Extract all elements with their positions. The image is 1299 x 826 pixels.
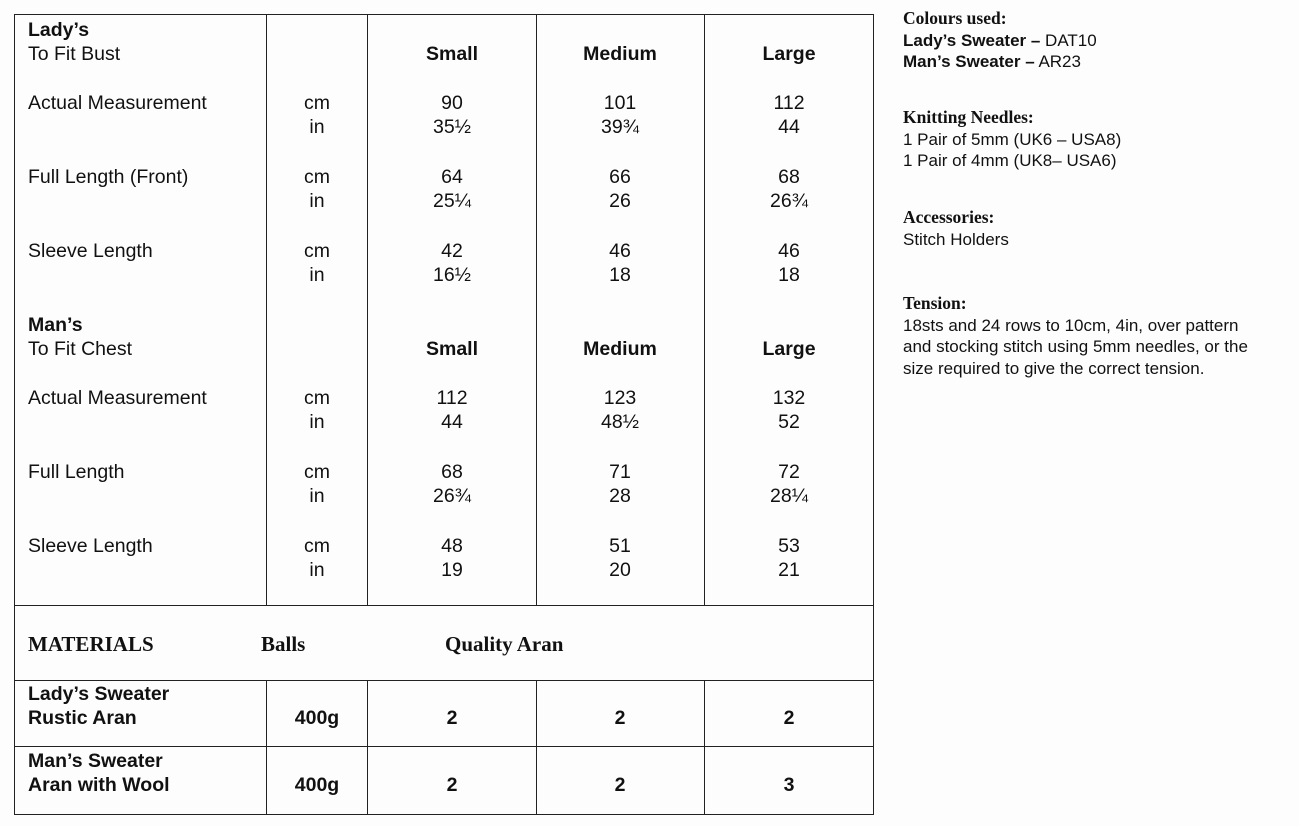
unit-in: in [309, 485, 325, 507]
man-sleeve-in-large: 21 [778, 559, 800, 581]
tension-line: 18sts and 24 rows to 10cm, 4in, over pattern [903, 315, 1239, 335]
material-balls-small: 2 [446, 774, 458, 796]
lady-length-in-small: 25¼ [433, 190, 471, 212]
unit-cm: cm [304, 240, 330, 262]
man-section-title: Man’s [28, 314, 83, 336]
unit-cm: cm [304, 92, 330, 114]
lady-size-header-small: Small [425, 43, 479, 65]
unit-cm: cm [304, 387, 330, 409]
unit-in: in [309, 264, 325, 286]
needles-line: 1 Pair of 4mm (UK8– USA6) [903, 151, 1117, 170]
accessories-section [903, 207, 1293, 250]
man-sleeve-cm-small: 48 [441, 535, 463, 557]
material-balls-large: 2 [783, 707, 795, 729]
material-balls-medium: 2 [614, 774, 626, 796]
lady-size-header-medium: Medium [583, 43, 657, 65]
column-divider [704, 680, 705, 815]
material-name: Lady’s Sweater [28, 683, 170, 705]
lady-size-header-large: Large [762, 43, 816, 65]
needles-line: 1 Pair of 5mm (UK6 – USA8) [903, 129, 1122, 149]
column-divider [536, 680, 537, 815]
lady-fit-label: To Fit Bust [28, 43, 121, 65]
material-weight: 400g [294, 707, 340, 729]
material-name: Man’s Sweater [28, 750, 163, 772]
colour-item [903, 30, 1293, 52]
materials-balls-label: Balls [261, 632, 306, 656]
unit-in: in [309, 411, 325, 433]
unit-cm: cm [304, 535, 330, 557]
man-length-in-small: 26¾ [433, 485, 471, 507]
lady-row-label-actual: Actual Measurement [28, 92, 207, 114]
unit-cm: cm [304, 166, 330, 188]
accessories-line: Stitch Holders [903, 229, 1009, 249]
material-yarn: Rustic Aran [28, 707, 137, 729]
man-row-label-sleeve: Sleeve Length [28, 535, 153, 557]
colours-section [903, 8, 1293, 73]
lady-sleeve-cm-large: 46 [778, 240, 800, 262]
unit-cm: cm [304, 461, 330, 483]
accessories-heading: Accessories: [903, 207, 995, 227]
tension-section [903, 293, 1293, 379]
colour-item-label: Man’s Sweater – [903, 52, 1035, 71]
man-actual-cm-medium: 123 [603, 387, 637, 409]
man-actual-in-small: 44 [441, 411, 463, 433]
unit-in: in [309, 116, 325, 138]
man-length-cm-small: 68 [441, 461, 463, 483]
material-balls-large: 3 [783, 774, 795, 796]
lady-sleeve-in-medium: 18 [609, 264, 631, 286]
column-divider [536, 14, 537, 606]
man-length-cm-medium: 71 [609, 461, 631, 483]
row-divider [14, 746, 874, 747]
material-balls-medium: 2 [614, 707, 626, 729]
man-sleeve-cm-large: 53 [778, 535, 800, 557]
needles-section [903, 107, 1293, 172]
tension-heading: Tension: [903, 293, 967, 313]
lady-length-cm-medium: 66 [609, 166, 631, 188]
tension-line: and stocking stitch using 5mm needles, or the [903, 337, 1248, 356]
lady-length-cm-small: 64 [441, 166, 463, 188]
lady-row-label-sleeve: Sleeve Length [28, 240, 153, 262]
man-actual-in-large: 52 [778, 411, 800, 433]
tension-line: size required to give the correct tension. [903, 358, 1205, 378]
man-row-label-actual: Actual Measurement [28, 387, 207, 409]
material-yarn: Aran with Wool [28, 774, 170, 796]
man-length-in-large: 28¼ [770, 485, 808, 507]
lady-sleeve-cm-medium: 46 [609, 240, 631, 262]
lady-length-in-medium: 26 [609, 190, 631, 212]
man-sleeve-cm-medium: 51 [609, 535, 631, 557]
man-sleeve-in-medium: 20 [609, 559, 631, 581]
column-divider [367, 14, 368, 606]
man-sleeve-in-small: 19 [441, 559, 463, 581]
material-balls-small: 2 [446, 707, 458, 729]
man-actual-cm-large: 132 [772, 387, 806, 409]
column-divider [266, 680, 267, 815]
colours-heading: Colours used: [903, 8, 1007, 28]
man-length-cm-large: 72 [778, 461, 800, 483]
section-divider [14, 605, 874, 606]
lady-actual-cm-small: 90 [441, 92, 463, 114]
colour-item-label: Lady’s Sweater – [903, 30, 1041, 50]
section-divider [14, 680, 874, 681]
man-row-label-length: Full Length [28, 461, 125, 483]
materials-heading: MATERIALS [28, 632, 154, 656]
column-divider [704, 14, 705, 606]
material-weight: 400g [294, 774, 340, 796]
lady-actual-in-medium: 39¾ [601, 116, 639, 138]
man-size-header-medium: Medium [583, 338, 657, 360]
lady-actual-cm-medium: 101 [603, 92, 637, 114]
man-fit-label: To Fit Chest [28, 338, 133, 360]
column-divider [367, 680, 368, 815]
lady-actual-in-large: 44 [778, 116, 800, 138]
man-size-header-large: Large [762, 338, 816, 360]
man-size-header-small: Small [425, 338, 479, 360]
materials-quality-label: Quality Aran [445, 632, 564, 656]
lady-sleeve-in-large: 18 [778, 264, 800, 286]
needles-heading: Knitting Needles: [903, 107, 1034, 127]
lady-row-label-length: Full Length (Front) [28, 166, 189, 188]
unit-in: in [309, 190, 325, 212]
man-length-in-medium: 28 [609, 485, 631, 507]
colour-item-value: DAT10 [1040, 30, 1097, 50]
lady-sleeve-in-small: 16½ [433, 264, 471, 286]
unit-in: in [309, 559, 325, 581]
lady-length-in-large: 26¾ [770, 190, 808, 212]
lady-actual-in-small: 35½ [433, 116, 471, 138]
lady-section-title: Lady’s [28, 19, 90, 41]
man-actual-cm-small: 112 [436, 387, 468, 409]
column-divider [266, 14, 267, 606]
colour-item [903, 51, 1293, 73]
lady-length-cm-large: 68 [778, 166, 800, 188]
lady-sleeve-cm-small: 42 [441, 240, 463, 262]
colour-item-value: AR23 [1034, 52, 1081, 71]
man-actual-in-medium: 48½ [601, 411, 639, 433]
lady-actual-cm-large: 112 [773, 92, 805, 114]
